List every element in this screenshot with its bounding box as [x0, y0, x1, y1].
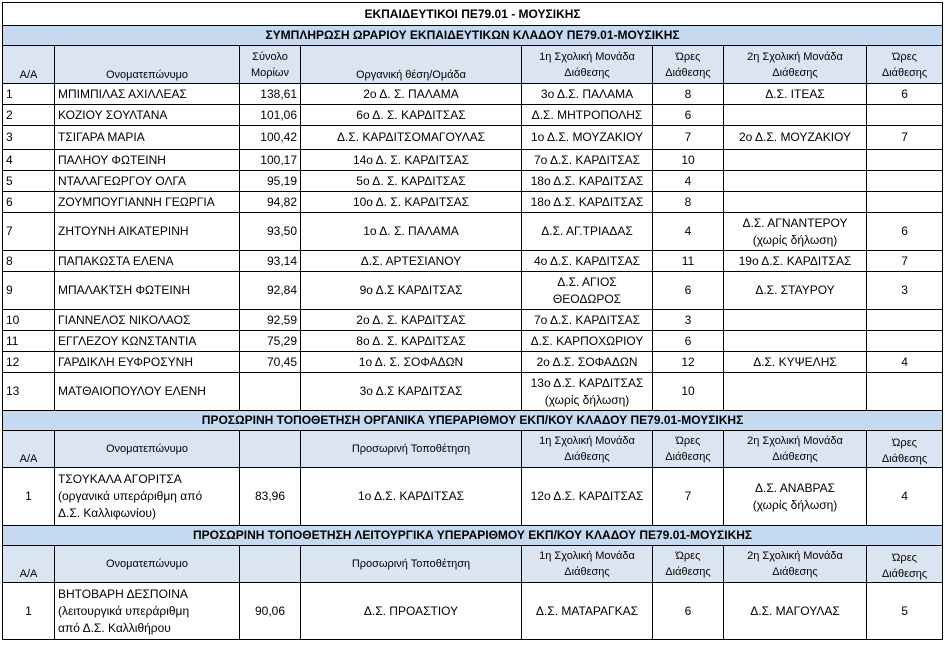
row-aa: 1 [3, 468, 55, 526]
header-hours1: Ώρες Διάθεσης [653, 431, 724, 468]
row-unit2-line: Δ.Σ. ΚΥΨΕΛΗΣ [753, 354, 837, 369]
header-unit2: 2η Σχολική Μονάδα Διάθεσης [724, 46, 867, 84]
row-hours1: 8 [653, 192, 724, 213]
row-hours2: 4 [867, 352, 943, 373]
row-points: 100,42 [240, 126, 301, 150]
header-name: Ονοματεπώνυμο [55, 546, 240, 583]
row-position: Δ.Σ. ΚΑΡΔΙΤΣΟΜΑΓΟΥΛΑΣ [301, 126, 522, 150]
section1-header-row [3, 46, 943, 84]
row-unit2 [724, 105, 867, 126]
row-unit1 [522, 272, 653, 310]
header-unit2: 2η Σχολική Μονάδα Διάθεσης [724, 546, 867, 583]
row-aa: 1 [3, 583, 55, 640]
row-unit1: 12ο Δ.Σ. ΚΑΡΔΙΤΣΑΣ [522, 468, 653, 526]
row-unit1 [522, 171, 653, 192]
title-row [3, 3, 943, 26]
header-unit1: 1η Σχολική Μονάδα Διάθεσης [522, 546, 653, 583]
row-hours2 [867, 171, 943, 192]
row-unit2-line: 2ο Δ.Σ. ΜΟΥΖΑΚΙΟΥ [738, 130, 852, 144]
row-unit1 [522, 192, 653, 213]
row-points: 83,96 [240, 468, 301, 526]
row-name: ΓΙΑΝΝΕΛΟΣ ΝΙΚΟΛΑΟΣ [55, 310, 240, 331]
section-heading-row [3, 526, 943, 546]
row-points: 100,17 [240, 150, 301, 171]
table-row [3, 150, 943, 171]
row-points: 92,59 [240, 310, 301, 331]
row-hours2: 4 [867, 468, 943, 526]
header-name: Ονοματεπώνυμο [55, 431, 240, 468]
row-aa: 11 [3, 331, 55, 352]
row-aa: 6 [3, 192, 55, 213]
row-unit1-line: 4ο Δ.Σ. ΚΑΡΔΙΤΣΑΣ [533, 253, 641, 268]
row-unit2-line: Δ.Σ. ΣΤΑΥΡΟΥ [755, 283, 835, 297]
header-unit1: 1η Σχολική Μονάδα Διάθεσης [522, 431, 653, 468]
row-points: 101,06 [240, 105, 301, 126]
row-unit1 [522, 331, 653, 352]
row-points: 90,06 [240, 583, 301, 640]
row-position: 1ο Δ. Σ. ΣΟΦΑΔΩΝ [301, 352, 522, 373]
row-name: ΤΣΙΓΑΡΑ ΜΑΡΙΑ [55, 126, 240, 150]
row-name: ΚΟΖΙΟΥ ΣΟΥΛΤΑΝΑ [55, 105, 240, 126]
row-position: 3ο Δ.Σ ΚΑΡΔΙΤΣΑΣ [301, 373, 522, 411]
row-name: ΕΓΓΛΕΖΟΥ ΚΩΝΣΤΑΝΤΙΑ [55, 331, 240, 352]
row-hours2 [867, 310, 943, 331]
row-position: 2ο Δ. Σ. ΚΑΡΔΙΤΣΑΣ [301, 310, 522, 331]
row-unit1 [522, 105, 653, 126]
section2-header-row [3, 431, 943, 468]
header-hours2: Ώρες Διάθεσης [867, 46, 943, 84]
header-unit1: 1η Σχολική Μονάδα Διάθεσης [522, 46, 653, 84]
row-hours1: 6 [653, 583, 724, 640]
teachers-table [2, 2, 943, 640]
row-aa: 9 [3, 272, 55, 310]
row-points: 93,50 [240, 213, 301, 251]
section1-heading: ΣΥΜΠΛΗΡΩΣΗ ΩΡΑΡΙΟΥ ΕΚΠΑΙΔΕΥΤΙΚΩΝ ΚΛΑΔΟΥ ΠΕ79.01-ΜΟΥΣΙΚΗΣ [3, 26, 943, 46]
page-title: ΕΚΠΑΙΔΕΥΤΙΚΟΙ ΠΕ79.01 - ΜΟΥΣΙΚΗΣ [3, 3, 943, 26]
table-row [3, 213, 943, 251]
row-position: 6ο Δ. Σ. ΚΑΡΔΙΤΣΑΣ [301, 105, 522, 126]
header-hours2: Ώρες Διάθεσης [867, 431, 943, 468]
row-unit1-line: Δ.Σ. ΑΓΙΟΣ [557, 274, 617, 289]
table-row [3, 105, 943, 126]
row-unit1-line: 13ο Δ.Σ. ΚΑΡΔΙΤΣΑΣ [530, 375, 644, 390]
row-unit1 [522, 213, 653, 251]
row-position: 9ο Δ.Σ ΚΑΡΔΙΤΣΑΣ [301, 272, 522, 310]
row-hours2 [867, 192, 943, 213]
header-position: Προσωρινή Τοποθέτηση [301, 431, 522, 468]
section3-heading: ΠΡΟΣΩΡΙΝΗ ΤΟΠΟΘΕΤΗΣΗ ΛΕΙΤΟΥΡΓΙΚΑ ΥΠΕΡΑΡΙΘΜΟΥ ΕΚΠ/ΚΟΥ ΚΛΑΔΟΥ ΠΕ79.01-ΜΟΥΣΙΚΗΣ [3, 526, 943, 546]
row-hours2 [867, 150, 943, 171]
row-position: 14ο Δ. Σ. ΚΑΡΔΙΤΣΑΣ [301, 150, 522, 171]
row-name: ΜΠΙΜΠΙΛΑΣ ΑΧΙΛΛΕΑΣ [55, 84, 240, 105]
row-unit1: Δ.Σ. ΜΑΤΑΡΑΓΚΑΣ [522, 583, 653, 640]
row-aa: 12 [3, 352, 55, 373]
row-unit2 [724, 272, 867, 310]
row-points [240, 373, 301, 411]
row-position: Δ.Σ. ΠΡΟΑΣΤΙΟΥ [301, 583, 522, 640]
row-points: 138,61 [240, 84, 301, 105]
row-unit1-note: (χωρίς δήλωση) [544, 392, 630, 407]
table-row [3, 171, 943, 192]
row-position: 1ο Δ.Σ. ΚΑΡΔΙΤΣΑΣ [301, 468, 522, 526]
row-hours1: 10 [653, 150, 724, 171]
row-unit2-line: 19ο Δ.Σ. ΚΑΡΔΙΤΣΑΣ [738, 253, 852, 268]
header-hours2: Ώρες Διάθεσης [867, 546, 943, 583]
row-unit1-line: 7ο Δ.Σ. ΚΑΡΔΙΤΣΑΣ [533, 312, 641, 327]
row-unit1-line: 2ο Δ.Σ. ΣΟΦΑΔΩΝ [536, 354, 638, 369]
row-hours2 [867, 331, 943, 352]
row-unit1 [522, 251, 653, 272]
row-unit2: Δ.Σ. ΑΝΑΒΡΑΣ (χωρίς δήλωση) [724, 468, 867, 526]
row-hours2: 6 [867, 213, 943, 251]
table-row [3, 583, 943, 640]
row-unit1-line: 3ο Δ.Σ. ΠΑΛΑΜΑ [540, 86, 634, 101]
row-hours2: 7 [867, 251, 943, 272]
table-row [3, 126, 943, 150]
row-aa: 5 [3, 171, 55, 192]
row-hours1: 4 [653, 171, 724, 192]
row-hours2: 6 [867, 84, 943, 105]
row-unit2 [724, 192, 867, 213]
row-name: ΠΑΠΑΚΩΣΤΑ ΕΛΕΝΑ [55, 251, 240, 272]
row-unit1 [522, 352, 653, 373]
row-unit1-line: Δ.Σ. ΑΓ.ΤΡΙΑΔΑΣ [541, 224, 633, 238]
row-name: ΒΗΤΟΒΑΡΗ ΔΕΣΠΟΙΝΑ (λειτουργικά υπεράριθμη από Δ.Σ. Καλλιθήρου [55, 583, 240, 640]
row-unit2-note: (χωρίς δήλωση) [752, 232, 838, 247]
header-position: Οργανική θέση/Ομάδα [301, 46, 522, 84]
row-unit2 [724, 171, 867, 192]
row-hours1: 4 [653, 213, 724, 251]
row-hours1: 7 [653, 126, 724, 150]
row-points: 75,29 [240, 331, 301, 352]
row-points: 92,84 [240, 272, 301, 310]
header-position: Προσωρινή Τοποθέτηση [301, 546, 522, 583]
row-hours1: 6 [653, 105, 724, 126]
row-aa: 13 [3, 373, 55, 411]
row-points: 95,19 [240, 171, 301, 192]
row-hours2: 7 [867, 126, 943, 150]
row-unit2 [724, 352, 867, 373]
row-aa: 2 [3, 105, 55, 126]
row-name: ΜΠΑΛΑΚΤΣΗ ΦΩΤΕΙΝΗ [55, 272, 240, 310]
row-position: 5ο Δ. Σ. ΚΑΡΔΙΤΣΑΣ [301, 171, 522, 192]
row-position: 1ο Δ. Σ. ΠΑΛΑΜΑ [301, 213, 522, 251]
row-unit1 [522, 310, 653, 331]
row-name: ΓΑΡΔΙΚΛΗ ΕΥΦΡΟΣΥΝΗ [55, 352, 240, 373]
row-unit1-line: Δ.Σ. ΚΑΡΠΟΧΩΡΙΟΥ [530, 333, 644, 348]
row-hours2: 3 [867, 272, 943, 310]
table-row [3, 272, 943, 310]
row-unit1-line: 18ο Δ.Σ. ΚΑΡΔΙΤΣΑΣ [530, 173, 644, 188]
row-name: ΖΗΤΟΥΝΗ ΑΙΚΑΤΕΡΙΝΗ [55, 213, 240, 251]
row-aa: 4 [3, 150, 55, 171]
row-aa: 3 [3, 126, 55, 150]
row-hours1: 7 [653, 468, 724, 526]
table-row [3, 331, 943, 352]
row-hours2 [867, 105, 943, 126]
row-name: ΠΑΛΗΟΥ ΦΩΤΕΙΝΗ [55, 150, 240, 171]
row-hours1: 10 [653, 373, 724, 411]
row-aa: 1 [3, 84, 55, 105]
row-name: ΤΣΟΥΚΑΛΑ ΑΓΟΡΙΤΣΑ (οργανικά υπεράριθμη από Δ.Σ. Καλλιφωνίου) [55, 468, 240, 526]
table-row [3, 192, 943, 213]
header-aa: Α/Α [3, 46, 55, 84]
table-row [3, 373, 943, 411]
row-unit2 [724, 310, 867, 331]
row-unit1-line: Δ.Σ. ΜΗΤΡΟΠΟΛΗΣ [531, 107, 643, 122]
section-heading-row [3, 26, 943, 46]
row-unit1-line: 1ο Δ.Σ. ΜΟΥΖΑΚΙΟΥ [530, 130, 644, 144]
section3-header-row [3, 546, 943, 583]
row-unit2 [724, 84, 867, 105]
table-row [3, 352, 943, 373]
row-unit2 [724, 373, 867, 411]
row-unit2 [724, 213, 867, 251]
section2-heading: ΠΡΟΣΩΡΙΝΗ ΤΟΠΟΘΕΤΗΣΗ ΟΡΓΑΝΙΚΑ ΥΠΕΡΑΡΙΘΜΟΥ ΕΚΠ/ΚΟΥ ΚΛΑΔΟΥ ΠΕ79.01-ΜΟΥΣΙΚΗΣ [3, 411, 943, 431]
row-name: ΝΤΑΛΑΓΕΩΡΓΟΥ ΟΛΓΑ [55, 171, 240, 192]
row-unit2 [724, 150, 867, 171]
row-unit2-line: Δ.Σ. ΑΓΝΑΝΤΕΡΟΥ [742, 215, 848, 230]
row-hours1: 11 [653, 251, 724, 272]
row-hours1: 8 [653, 84, 724, 105]
row-unit1 [522, 84, 653, 105]
row-aa: 10 [3, 310, 55, 331]
header-name: Ονοματεπώνυμο [55, 46, 240, 84]
header-unit2: 2η Σχολική Μονάδα Διάθεσης [724, 431, 867, 468]
row-hours1: 3 [653, 310, 724, 331]
row-aa: 7 [3, 213, 55, 251]
row-unit2 [724, 126, 867, 150]
header-aa: Α/Α [3, 546, 55, 583]
row-unit2 [724, 331, 867, 352]
header-hours1: Ώρες Διάθεσης [653, 46, 724, 84]
header-aa: Α/Α [3, 431, 55, 468]
table-row [3, 84, 943, 105]
row-hours1: 6 [653, 331, 724, 352]
row-points: 93,14 [240, 251, 301, 272]
row-position: Δ.Σ. ΑΡΤΕΣΙΑΝΟΥ [301, 251, 522, 272]
row-aa: 8 [3, 251, 55, 272]
row-position: 10ο Δ. Σ. ΚΑΡΔΙΤΣΑΣ [301, 192, 522, 213]
table-row [3, 468, 943, 526]
row-position: 2ο Δ. Σ. ΠΑΛΑΜΑ [301, 84, 522, 105]
row-unit1-line: 18ο Δ.Σ. ΚΑΡΔΙΤΣΑΣ [530, 194, 644, 209]
header-points [240, 546, 301, 583]
row-hours1: 6 [653, 272, 724, 310]
row-points: 70,45 [240, 352, 301, 373]
header-points: Σύνολο Μορίων [240, 46, 301, 84]
row-unit1 [522, 126, 653, 150]
row-points: 94,82 [240, 192, 301, 213]
row-unit1-line: 7ο Δ.Σ. ΚΑΡΔΙΤΣΑΣ [533, 152, 641, 167]
row-name: ΜΑΤΘΑΙΟΠΟΥΛΟΥ ΕΛΕΝΗ [55, 373, 240, 411]
section-heading-row [3, 411, 943, 431]
row-unit2-line: Δ.Σ. ΙΤΕΑΣ [765, 86, 825, 101]
header-points [240, 431, 301, 468]
row-hours2 [867, 373, 943, 411]
row-unit2 [724, 251, 867, 272]
row-hours1: 12 [653, 352, 724, 373]
row-unit2: Δ.Σ. ΜΑΓΟΥΛΑΣ [724, 583, 867, 640]
row-name: ΖΟΥΜΠΟΥΓΙΑΝΝΗ ΓΕΩΡΓΙΑ [55, 192, 240, 213]
table-row [3, 310, 943, 331]
header-hours1: Ώρες Διάθεσης [653, 546, 724, 583]
table-row [3, 251, 943, 272]
row-hours2: 5 [867, 583, 943, 640]
row-position: 8ο Δ. Σ. ΚΑΡΔΙΤΣΑΣ [301, 331, 522, 352]
row-unit1-note: ΘΕΟΔΩΡΟΣ [552, 291, 622, 306]
row-unit1 [522, 150, 653, 171]
row-unit1 [522, 373, 653, 411]
